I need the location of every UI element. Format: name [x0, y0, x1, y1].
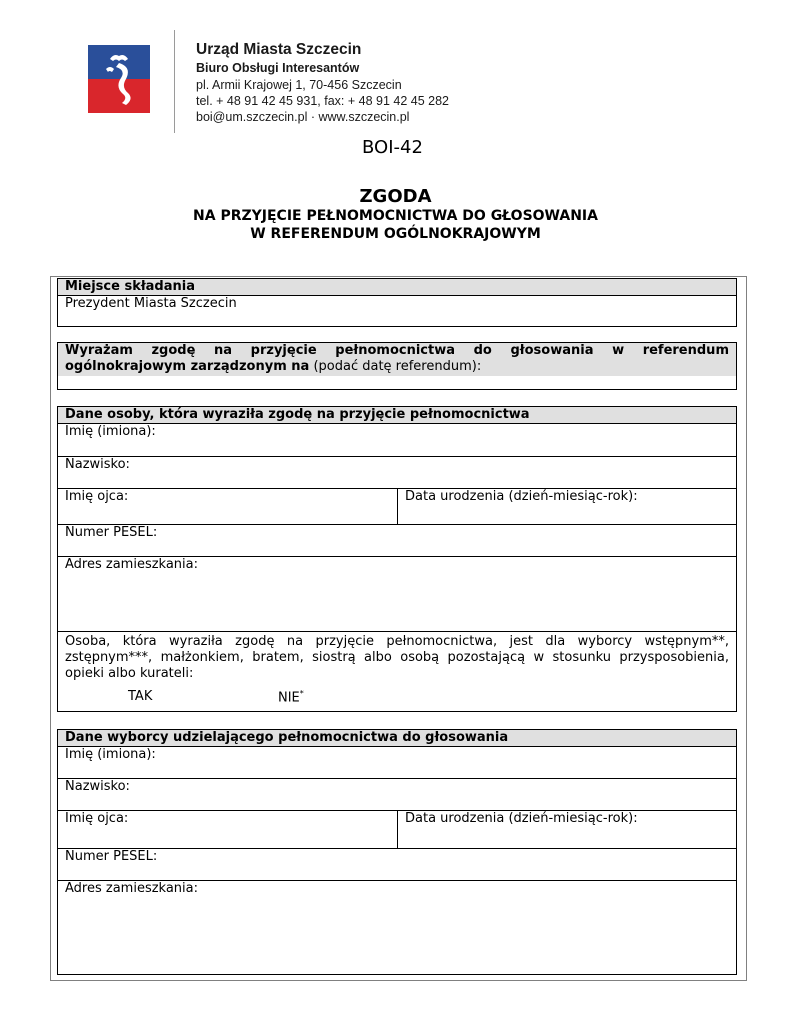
voter-pesel-field[interactable]: [58, 849, 736, 881]
footnote-mark: *: [299, 689, 304, 698]
office-header: [196, 40, 449, 125]
field-label: Imię (imiona):: [65, 424, 156, 439]
field-label: Numer PESEL:: [65, 525, 158, 540]
voter-father-birth-row[interactable]: [58, 811, 736, 849]
consent-line-2-bold: ogólnokrajowym zarządzonym na: [65, 359, 310, 374]
form-subtitle-2: W REFERENDUM OGÓLNOKRAJOWYM: [250, 226, 541, 242]
proxy-address-field[interactable]: [58, 557, 736, 632]
section-header: Miejsce składania: [58, 279, 736, 296]
section-voter: [57, 729, 737, 975]
consent-line-2: [58, 359, 736, 375]
field-label: Nazwisko:: [65, 457, 130, 472]
proxy-relation-block: [58, 632, 736, 712]
office-web: boi@um.szczecin.pl · www.szczecin.pl: [196, 110, 410, 124]
voter-first-name-field[interactable]: [58, 747, 736, 779]
column-divider: [397, 489, 398, 524]
org-name: Urząd Miasta Szczecin: [196, 41, 362, 58]
field-label: Imię ojca:: [65, 489, 129, 504]
place-value: Prezydent Miasta Szczecin: [65, 296, 237, 311]
relation-line-2: zstępnym***, małżonkiem, bratem, siostrą albo osobą pozostającą w stosunku przysposobienia,: [65, 650, 729, 665]
relation-line-1: Osoba, która wyraziła zgodę na przyjęcie pełnomocnictwa, jest dla wyborcy wstępnym**,: [65, 634, 729, 649]
field-label: Adres zamieszkania:: [65, 557, 199, 572]
proxy-father-birth-row[interactable]: [58, 489, 736, 525]
section-header: Dane osoby, która wyraziła zgodę na przyjęcie pełnomocnictwa: [58, 407, 736, 424]
form-subtitle-1: NA PRZYJĘCIE PEŁNOMOCNICTWA DO GŁOSOWANIA: [193, 208, 598, 224]
consent-line-1: Wyrażam zgodę na przyjęcie pełnomocnictwa do głosowania w referendum: [65, 343, 729, 358]
city-logo-icon: [88, 45, 150, 113]
voter-address-field[interactable]: [58, 881, 736, 975]
relation-line-3: opieki albo kurateli:: [65, 666, 194, 681]
form-code: BOI-42: [362, 137, 423, 158]
field-label: Nazwisko:: [65, 779, 130, 794]
field-label: Adres zamieszkania:: [65, 881, 199, 896]
voter-last-name-field[interactable]: [58, 779, 736, 811]
office-address: pl. Armii Krajowej 1, 70-456 Szczecin: [196, 78, 402, 92]
section-proxy: [57, 406, 737, 712]
no-option[interactable]: [278, 689, 304, 705]
column-divider: [397, 811, 398, 848]
field-label: Imię ojca:: [65, 811, 129, 826]
proxy-first-name-field[interactable]: [58, 424, 736, 457]
field-label: Data urodzenia (dzień-miesiąc-rok):: [405, 489, 638, 504]
form-title: ZGODA: [359, 186, 432, 207]
office-name: Biuro Obsługi Interesantów: [196, 61, 360, 75]
section-place: [57, 278, 737, 327]
field-label: Data urodzenia (dzień-miesiąc-rok):: [405, 811, 638, 826]
section-consent: [57, 342, 737, 390]
yes-option[interactable]: TAK: [128, 689, 153, 704]
field-label: Imię (imiona):: [65, 747, 156, 762]
field-label: Numer PESEL:: [65, 849, 158, 864]
header-divider: [174, 30, 175, 133]
proxy-last-name-field[interactable]: [58, 457, 736, 489]
section-header: Dane wyborcy udzielającego pełnomocnictwa do głosowania: [58, 730, 736, 747]
consent-line-2-normal: (podać datę referendum):: [309, 359, 482, 374]
no-option-label: NIE: [278, 690, 300, 706]
office-phone: tel. + 48 91 42 45 931, fax: + 48 91 42 45 282: [196, 94, 449, 108]
proxy-pesel-field[interactable]: [58, 525, 736, 557]
